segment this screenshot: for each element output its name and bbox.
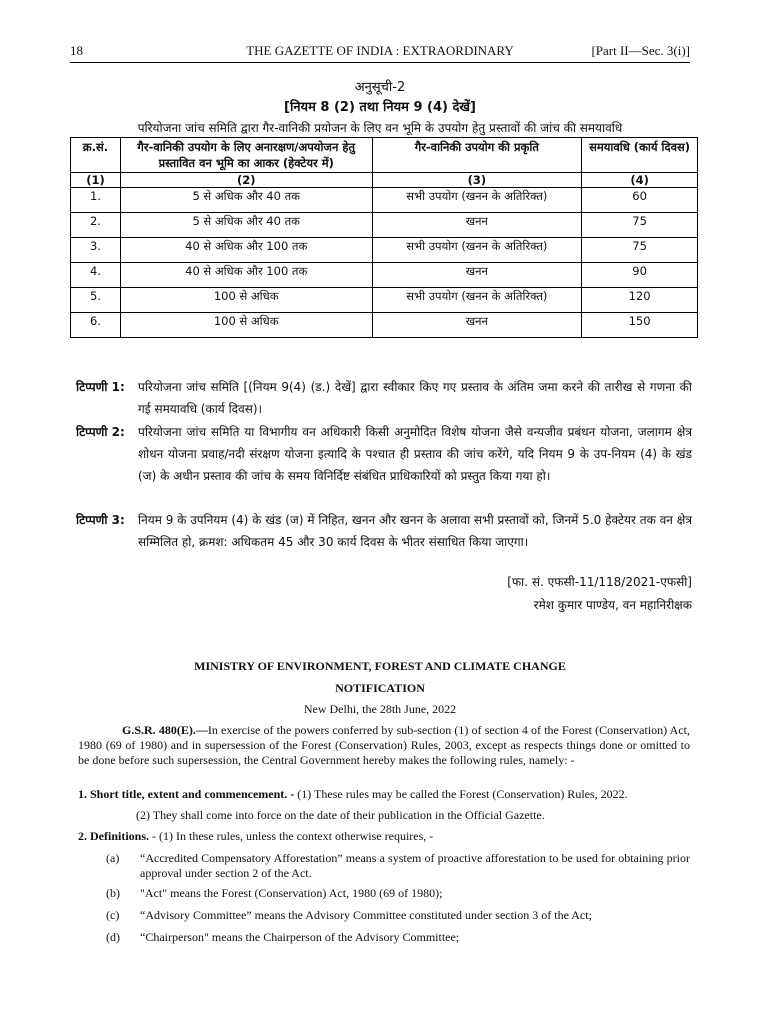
schedule-table (70, 137, 698, 338)
nature-cell: खनन (372, 213, 582, 238)
gazette-title: THE GAZETTE OF INDIA : EXTRAORDINARY (246, 43, 514, 58)
gsr-number: G.S.R. 480(E).— (122, 723, 208, 737)
table-row (71, 263, 698, 288)
nature-cell: खनन (372, 263, 582, 288)
file-number: [फा. सं. एफसी-11/118/2021-एफसी] (507, 575, 692, 589)
nature-cell: खनन (372, 313, 582, 338)
page-number: 18 (70, 43, 83, 58)
rule-1-subrule: (2) They shall come into force on the date of their publication in the Official Gazette. (136, 808, 545, 822)
ministry-heading: MINISTRY OF ENVIRONMENT, FOREST AND CLIMATE CHANGE (194, 659, 566, 673)
column-number: (1) (71, 173, 121, 188)
definition-marker: (d) (106, 930, 120, 944)
notification-date: New Delhi, the 28th June, 2022 (303, 702, 457, 716)
nature-cell: सभी उपयोग (खनन के अतिरिक्त) (372, 288, 582, 313)
area-cell: 100 से अधिक (120, 288, 372, 313)
column-header: गैर-वानिकी उपयोग के लिए अनारक्षण/अपयोजन हेतु प्रस्तावित वन भूमि का आकर (हेक्टेयर में) (120, 138, 372, 173)
definition-marker: (c) (106, 908, 120, 922)
definition-c (106, 908, 690, 923)
table-row (71, 213, 698, 238)
days-cell: 75 (582, 213, 698, 238)
nature-cell: सभी उपयोग (खनन के अतिरिक्त) (372, 238, 582, 263)
table-header-row (71, 138, 698, 173)
note-text: परियोजना जांच समिति [(नियम 9(4) (ड.) देखें] द्वारा स्वीकार किए गए प्रस्ताव के अंतिम जमा करने की तारीख से गणना की गई समयावधि (कार्य दिवस)। (138, 380, 692, 416)
note-label: टिप्पणी 1: (76, 380, 125, 394)
table-row (71, 188, 698, 213)
gsr-text: In exercise of the powers conferred by sub-section (1) of section 4 of the Forest (Conservation) Act, 1980 (69 of 1980) and in supersession of the Forest (Conservation) Rules, 2003, except as respects things done or omitted to be done before such supersession, the Central Government hereby makes the following rules, namely: - (78, 723, 690, 767)
definition-text: “Accredited Compensatory Afforestation” means a system of proactive afforestation to be used for obtaining prior approval under section 2 of the Act. (140, 851, 690, 880)
notification-heading: NOTIFICATION (335, 681, 425, 695)
note-2 (76, 421, 692, 487)
part-section: [Part II—Sec. 3(i)] (591, 43, 690, 58)
days-cell: 75 (582, 238, 698, 263)
gsr-paragraph (78, 723, 690, 768)
signatory-name: रमेश कुमार पाण्डेय, वन महानिरीक्षक (533, 598, 692, 612)
definition-text: "Act" means the Forest (Conservation) Act, 1980 (69 of 1980); (140, 886, 443, 900)
serial-cell: 4. (71, 263, 121, 288)
rule-2 (78, 829, 690, 844)
rule-1 (78, 787, 690, 802)
table-row (71, 313, 698, 338)
nature-cell: सभी उपयोग (खनन के अतिरिक्त) (372, 188, 582, 213)
definition-marker: (a) (106, 851, 120, 865)
days-cell: 60 (582, 188, 698, 213)
note-label: टिप्पणी 3: (76, 513, 125, 527)
page-header (70, 43, 690, 61)
area-cell: 40 से अधिक और 100 तक (120, 238, 372, 263)
definition-marker: (b) (106, 886, 120, 900)
schedule-title: अनुसूची-2 (354, 80, 406, 95)
area-cell: 5 से अधिक और 40 तक (120, 188, 372, 213)
definition-text: “Chairperson" means the Chairperson of the Advisory Committee; (140, 930, 460, 944)
serial-cell: 6. (71, 313, 121, 338)
schedule-caption: परियोजना जांच समिति द्वारा गैर-वानिकी प्रयोजन के लिए वन भूमि के उपयोग हेतु प्रस्तावों की जांच की समयावधि (137, 121, 623, 135)
rule-2-heading: 2. Definitions. (78, 829, 150, 843)
days-cell: 90 (582, 263, 698, 288)
serial-cell: 1. (71, 188, 121, 213)
days-cell: 120 (582, 288, 698, 313)
serial-cell: 2. (71, 213, 121, 238)
rule-2-text: - (1) In these rules, unless the context otherwise requires, - (149, 829, 434, 843)
schedule-reference: [नियम 8 (2) तथा नियम 9 (4) देखें] (284, 100, 476, 115)
column-number-row (71, 173, 698, 188)
header-divider (70, 62, 690, 63)
note-label: टिप्पणी 2: (76, 425, 125, 439)
rule-1-heading: 1. Short title, extent and commencement. - (78, 787, 295, 801)
note-3 (76, 509, 692, 553)
column-header: समयावधि (कार्य दिवस) (582, 138, 698, 173)
column-number: (3) (372, 173, 582, 188)
table-row (71, 288, 698, 313)
rule-1-text: (1) These rules may be called the Forest (Conservation) Rules, 2022. (294, 787, 628, 801)
serial-cell: 5. (71, 288, 121, 313)
definition-text: “Advisory Committee” means the Advisory Committee constituted under section 3 of the Act; (140, 908, 592, 922)
definition-d (106, 930, 690, 945)
column-number: (4) (582, 173, 698, 188)
column-header: क्र.सं. (71, 138, 121, 173)
note-text: परियोजना जांच समिति या विभागीय वन अधिकारी किसी अनुमोदित विशेष योजना जैसे वन्यजीव प्रबंधन योजना, जलागम क्षेत्र शोधन योजना प्रवाह/नदी संरक्षण योजना इत्यादि के पश्चात ही प्रस्ताव की जांच करेंगे, यदि नियम 9 के उप-नियम (4) के खंड (ज) के अधीन प्रस्ताव की जांच के समय विनिर्दिष्ट संबंधित प्राधिकारियों को प्रस्तुत किया गया हो। (138, 425, 692, 483)
definition-b (106, 886, 690, 901)
column-number: (2) (120, 173, 372, 188)
area-cell: 5 से अधिक और 40 तक (120, 213, 372, 238)
definition-a (106, 851, 690, 881)
note-1 (76, 376, 692, 420)
area-cell: 40 से अधिक और 100 तक (120, 263, 372, 288)
table-row (71, 238, 698, 263)
serial-cell: 3. (71, 238, 121, 263)
days-cell: 150 (582, 313, 698, 338)
column-header: गैर-वानिकी उपयोग की प्रकृति (372, 138, 582, 173)
note-text: नियम 9 के उपनियम (4) के खंड (ज) में निहित, खनन और खनन के अलावा सभी प्रस्तावों को, जिनमें 5.0 हेक्टेयर तक वन क्षेत्र सम्मिलित हो, क्रमश: अधिकतम 45 और 30 कार्य दिवस के भीतर संसाधित किया जाएगा। (138, 513, 692, 549)
area-cell: 100 से अधिक (120, 313, 372, 338)
